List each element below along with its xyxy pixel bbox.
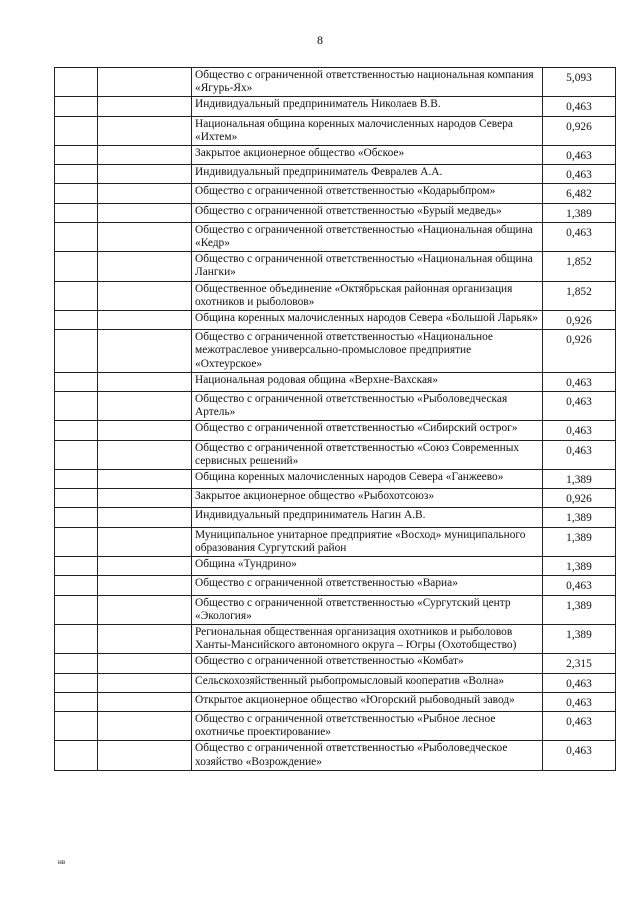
quota-value-cell: 1,389 (543, 203, 616, 222)
table-row (55, 692, 616, 711)
quota-value-cell: 0,463 (543, 146, 616, 165)
quota-table (54, 67, 616, 771)
area-cell (98, 692, 192, 711)
number-cell (55, 557, 98, 576)
number-cell (55, 392, 98, 421)
number-cell (55, 489, 98, 508)
table-row (55, 711, 616, 740)
quota-value-cell: 0,926 (543, 489, 616, 508)
organization-name-cell: Община коренных малочисленных народов Севера «Большой Ларьяк» (192, 311, 543, 330)
area-cell (98, 146, 192, 165)
area-cell (98, 222, 192, 251)
organization-name-cell: Общество с ограниченной ответственностью «Союз Современных сервисных решений» (192, 440, 543, 469)
quota-value-cell: 0,463 (543, 97, 616, 116)
organization-name-cell: Общество с ограниченной ответственностью «Сургутский центр «Экология» (192, 595, 543, 624)
organization-name-cell: Общество с ограниченной ответственностью «Кодарыбпром» (192, 184, 543, 203)
organization-name-cell: Общество с ограниченной ответственностью «Рыболоведческая Артель» (192, 392, 543, 421)
quota-value-cell: 1,389 (543, 595, 616, 624)
quota-value-cell: 0,463 (543, 692, 616, 711)
quota-value-cell: 0,463 (543, 711, 616, 740)
area-cell (98, 68, 192, 97)
organization-name-cell: Общество с ограниченной ответственностью «Бурый медведь» (192, 203, 543, 222)
organization-name-cell: Региональная общественная организация охотников и рыболовов Ханты-Мансийского автономного округа – Югры (Охотобщество) (192, 624, 543, 653)
table-row (55, 97, 616, 116)
area-cell (98, 203, 192, 222)
organization-name-cell: Общество с ограниченной ответственностью «Рыболоведческое хозяйство «Возрождение» (192, 741, 543, 770)
quota-value-cell: 0,463 (543, 165, 616, 184)
area-cell (98, 595, 192, 624)
area-cell (98, 624, 192, 653)
quota-value-cell: 5,093 (543, 68, 616, 97)
number-cell (55, 508, 98, 527)
quota-value-cell: 1,389 (543, 508, 616, 527)
area-cell (98, 165, 192, 184)
organization-name-cell: Общество с ограниченной ответственностью «Национальная община Лангки» (192, 252, 543, 281)
quota-value-cell: 0,463 (543, 222, 616, 251)
table-row (55, 741, 616, 770)
number-cell (55, 741, 98, 770)
organization-name-cell: Муниципальное унитарное предприятие «Восход» муниципального образования Сургутский район (192, 527, 543, 556)
table-row (55, 146, 616, 165)
quota-value-cell: 0,463 (543, 421, 616, 440)
number-cell (55, 470, 98, 489)
table-row (55, 508, 616, 527)
area-cell (98, 654, 192, 673)
table-row (55, 421, 616, 440)
table-row (55, 203, 616, 222)
area-cell (98, 392, 192, 421)
organization-name-cell: Сельскохозяйственный рыбопромысловый кооператив «Волна» (192, 673, 543, 692)
area-cell (98, 557, 192, 576)
organization-name-cell: Общество с ограниченной ответственностью «Национальная община «Кедр» (192, 222, 543, 251)
table-row (55, 392, 616, 421)
table-row (55, 489, 616, 508)
area-cell (98, 440, 192, 469)
organization-name-cell: Национальная община коренных малочисленных народов Севера «Ихтем» (192, 116, 543, 145)
organization-name-cell: Индивидуальный предприниматель Февралев А.А. (192, 165, 543, 184)
number-cell (55, 711, 98, 740)
area-cell (98, 470, 192, 489)
number-cell (55, 624, 98, 653)
table-row (55, 527, 616, 556)
area-cell (98, 330, 192, 373)
quota-value-cell: 0,463 (543, 673, 616, 692)
quota-value-cell: 1,389 (543, 557, 616, 576)
area-cell (98, 372, 192, 391)
table-row (55, 281, 616, 310)
area-cell (98, 421, 192, 440)
quota-value-cell: 2,315 (543, 654, 616, 673)
table-row (55, 557, 616, 576)
quota-value-cell: 0,463 (543, 372, 616, 391)
number-cell (55, 97, 98, 116)
quota-value-cell: 1,389 (543, 470, 616, 489)
organization-name-cell: Общество с ограниченной ответственностью «Комбат» (192, 654, 543, 673)
number-cell (55, 203, 98, 222)
quota-value-cell: 1,389 (543, 624, 616, 653)
number-cell (55, 311, 98, 330)
footer-mark: нв (58, 858, 66, 866)
number-cell (55, 527, 98, 556)
table-row (55, 624, 616, 653)
number-cell (55, 252, 98, 281)
number-cell (55, 595, 98, 624)
organization-name-cell: Закрытое акционерное общество «Рыбохотсоюз» (192, 489, 543, 508)
area-cell (98, 97, 192, 116)
quota-value-cell: 1,389 (543, 527, 616, 556)
table-row (55, 440, 616, 469)
organization-name-cell: Индивидуальный предприниматель Нагин А.В. (192, 508, 543, 527)
organization-name-cell: Национальная родовая община «Верхне-Вахская» (192, 372, 543, 391)
table-row (55, 330, 616, 373)
area-cell (98, 527, 192, 556)
organization-name-cell: Община коренных малочисленных народов Севера «Ганжеево» (192, 470, 543, 489)
page-number: 8 (317, 33, 323, 47)
table-row (55, 116, 616, 145)
area-cell (98, 184, 192, 203)
number-cell (55, 330, 98, 373)
organization-name-cell: Индивидуальный предприниматель Николаев В.В. (192, 97, 543, 116)
number-cell (55, 68, 98, 97)
table-row (55, 68, 616, 97)
quota-value-cell: 0,463 (543, 392, 616, 421)
quota-table-body (55, 68, 616, 771)
quota-value-cell: 0,463 (543, 741, 616, 770)
table-row (55, 654, 616, 673)
area-cell (98, 252, 192, 281)
table-row (55, 470, 616, 489)
organization-name-cell: Общество с ограниченной ответственностью «Сибирский острог» (192, 421, 543, 440)
number-cell (55, 116, 98, 145)
number-cell (55, 372, 98, 391)
area-cell (98, 673, 192, 692)
number-cell (55, 654, 98, 673)
number-cell (55, 222, 98, 251)
organization-name-cell: Общество с ограниченной ответственностью национальная компания «Ягурь-Ях» (192, 68, 543, 97)
table-row (55, 165, 616, 184)
number-cell (55, 146, 98, 165)
number-cell (55, 421, 98, 440)
table-row (55, 252, 616, 281)
organization-name-cell: Открытое акционерное общество «Югорский рыбоводный завод» (192, 692, 543, 711)
area-cell (98, 116, 192, 145)
table-row (55, 184, 616, 203)
area-cell (98, 489, 192, 508)
table-row (55, 372, 616, 391)
quota-value-cell: 1,852 (543, 281, 616, 310)
number-cell (55, 576, 98, 595)
organization-name-cell: Общество с ограниченной ответственностью «Вариа» (192, 576, 543, 595)
table-row (55, 222, 616, 251)
table-row (55, 311, 616, 330)
quota-value-cell: 0,926 (543, 330, 616, 373)
quota-value-cell: 0,463 (543, 576, 616, 595)
table-row (55, 673, 616, 692)
number-cell (55, 281, 98, 310)
area-cell (98, 741, 192, 770)
area-cell (98, 508, 192, 527)
quota-value-cell: 0,926 (543, 311, 616, 330)
quota-value-cell: 0,926 (543, 116, 616, 145)
organization-name-cell: Общество с ограниченной ответственностью «Национальное межотраслевое универсально-промысловое предприятие «Охтеурское» (192, 330, 543, 373)
quota-value-cell: 6,482 (543, 184, 616, 203)
organization-name-cell: Община «Тундрино» (192, 557, 543, 576)
table-row (55, 595, 616, 624)
organization-name-cell: Общественное объединение «Октябрьская районная организация охотников и рыболовов» (192, 281, 543, 310)
number-cell (55, 165, 98, 184)
organization-name-cell: Закрытое акционерное общество «Обское» (192, 146, 543, 165)
quota-value-cell: 0,463 (543, 440, 616, 469)
quota-value-cell: 1,852 (543, 252, 616, 281)
number-cell (55, 440, 98, 469)
area-cell (98, 711, 192, 740)
table-row (55, 576, 616, 595)
organization-name-cell: Общество с ограниченной ответственностью «Рыбное лесное охотничье проектирование» (192, 711, 543, 740)
area-cell (98, 311, 192, 330)
number-cell (55, 184, 98, 203)
number-cell (55, 692, 98, 711)
area-cell (98, 281, 192, 310)
area-cell (98, 576, 192, 595)
quota-table-container (54, 67, 613, 771)
number-cell (55, 673, 98, 692)
